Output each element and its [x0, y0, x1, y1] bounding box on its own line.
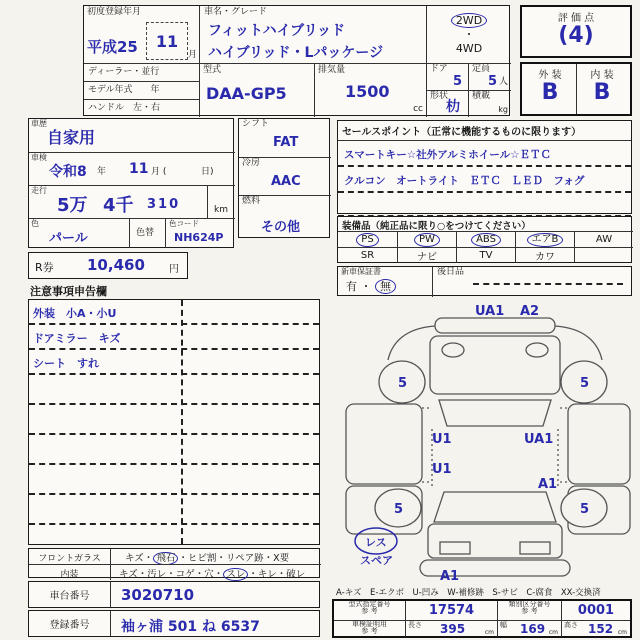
right-door-mark: UA1 [524, 432, 554, 447]
doors-cell [426, 63, 468, 90]
equip-empty [574, 247, 633, 263]
mileage-sen: 4千 [103, 195, 134, 216]
load-cell [468, 90, 511, 117]
wheel-rr-grade: 5 [580, 502, 590, 517]
cert-label: 車検証明用 [352, 620, 387, 628]
chassis-label: 車台番号 [29, 582, 111, 607]
equip-aw-label: AW [595, 234, 613, 245]
car-name-line1: フィットハイブリッド [208, 23, 346, 39]
equip-pw-label: PW [414, 233, 440, 247]
score-box [520, 5, 632, 58]
shape-cell [426, 90, 468, 117]
front-mark-ua1: UA1 [475, 304, 505, 319]
hood-shape [430, 336, 560, 394]
mileage-unit-cell [207, 186, 235, 219]
later-items-cell [433, 267, 633, 297]
history-value: 自家用 [47, 128, 96, 147]
interior-condition-label: 内装 [29, 565, 111, 580]
exterior-label: 外 装 [538, 70, 562, 81]
drive-4wd: 4WD [455, 42, 483, 56]
fuel-cell [239, 195, 331, 239]
car-name-line2: ハイブリッド・Lパッケージ [208, 45, 384, 61]
notes-box [28, 299, 320, 545]
mileage-label: 走行 [31, 186, 47, 195]
handle-row: ハンドル 左・右 [84, 99, 199, 117]
class-no-value: 0001 [577, 603, 615, 618]
mileage-row [29, 185, 235, 218]
warranty-yes: 有 [346, 280, 357, 293]
shift-cell [239, 119, 331, 157]
car-diagram [332, 298, 640, 584]
class-no-ref: 参 考 [521, 607, 538, 616]
color-row [29, 218, 235, 247]
equip-ps-label: PS [356, 233, 378, 247]
displacement-unit: cc [413, 104, 423, 115]
shape-value: 朸 [446, 99, 460, 115]
spec-table [332, 599, 632, 638]
front-bumper-shape [435, 318, 555, 333]
mileage-man: 5万 [57, 195, 88, 216]
inspection-year-unit: 年 [97, 167, 107, 177]
equip-abs [456, 231, 515, 247]
inspection-tail: 月 ( [151, 167, 167, 177]
fuel-value: その他 [261, 220, 301, 235]
height-value: 152 [588, 622, 614, 636]
length-value: 395 [440, 622, 466, 636]
color-change-cell [129, 219, 165, 248]
notes-line-4 [29, 375, 319, 405]
left-door-mark-2: U1 [432, 462, 452, 477]
mileage-unit: km [214, 205, 228, 216]
grades-box [520, 62, 632, 116]
doors-label: ドア [430, 64, 448, 74]
front-glass-row [29, 549, 321, 564]
sales-point-line3 [338, 193, 631, 217]
model-no-label: 型式指定番号 [348, 600, 391, 608]
inspection-era: 令和8 [49, 164, 87, 180]
height-unit: cm [617, 628, 627, 636]
chassis-value: 3020710 [121, 586, 195, 604]
right-rear-mark: A1 [538, 477, 558, 492]
spare-status: レス [365, 536, 387, 549]
ac-cell [239, 157, 331, 195]
front-fender-lines [388, 326, 602, 360]
displacement-value: 1500 [345, 82, 390, 101]
fuel-label: 燃料 [242, 196, 261, 206]
model-code-value: DAA-GP5 [206, 84, 287, 103]
later-items-line [473, 283, 623, 285]
score-value: (4) [558, 23, 594, 48]
r-ticket-label: R券 [35, 261, 54, 274]
wheel-rl-grade: 5 [394, 502, 404, 517]
car-name-cell [199, 6, 426, 63]
inspection-row [29, 152, 235, 185]
chassis-box [28, 581, 320, 608]
width-label: 幅 [500, 621, 507, 629]
rear-mark: A1 [440, 569, 460, 584]
capacity-value: 5 [487, 74, 497, 89]
notes-line-5 [29, 405, 319, 435]
notes-line-3: シート すれ [29, 350, 319, 375]
equip-navi-label: ナビ [417, 252, 437, 263]
header-table [83, 5, 510, 116]
drive-type-cell [426, 6, 511, 63]
first-registration-era: 平成25 [87, 38, 138, 56]
sales-point-line2: クルコン オートライト ＥＴＣ ＬＥＤ フォグ [338, 167, 631, 193]
equip-leather [515, 247, 574, 263]
equip-pw [397, 231, 456, 247]
car-name-label: 車名・グレード [204, 7, 268, 17]
warranty-dot: ・ [360, 280, 372, 293]
equip-tv-label: TV [479, 250, 493, 261]
front-glass-label: フロントガラス [29, 549, 111, 564]
color-value: パール [49, 231, 88, 246]
equip-ps [338, 231, 397, 247]
front-glass-circled: 飛石 [153, 552, 178, 565]
inspection-day-unit: 日) [201, 167, 214, 177]
width-unit: cm [548, 628, 558, 636]
history-label: 車歴 [31, 119, 47, 128]
color-code-cell [165, 219, 235, 248]
dealer-row: ディーラー・並行 [84, 63, 199, 81]
later-items-label: 後日品 [437, 267, 465, 277]
model-no-ref: 参 考 [361, 607, 378, 616]
notes-line-8 [29, 495, 319, 525]
equip-sr [338, 247, 397, 263]
equip-sr-label: SR [360, 250, 375, 261]
equip-airbag [515, 231, 574, 247]
drive-dot: ・ [463, 28, 475, 42]
first-registration-label: 初度登録年月 [87, 7, 142, 17]
model-no-value: 17574 [406, 601, 498, 620]
length-unit: cm [484, 628, 494, 636]
rear-deck-shape [428, 524, 562, 558]
load-unit: kg [498, 105, 508, 115]
inspection-month: 11 [129, 161, 149, 177]
exterior-grade: B [541, 80, 559, 105]
first-registration-month: 11 [155, 31, 179, 51]
ac-value: AAC [271, 174, 301, 189]
interior-circled: スレ [223, 568, 248, 581]
equip-leather-label: カワ [535, 252, 555, 263]
registration-box [28, 610, 320, 637]
displacement-label: 排気量 [318, 65, 346, 75]
front-glass-pre: キズ・ [125, 553, 154, 564]
equip-tv [456, 247, 515, 263]
warranty-no: 無 [375, 279, 396, 294]
notes-vertical-divider [181, 300, 183, 544]
center-info-box [238, 118, 330, 238]
sales-point-title: セールスポイント（正常に機能するものに限ります） [338, 121, 631, 141]
first-registration-month-box [146, 22, 188, 60]
class-no-label: 類別区分番号 [508, 600, 551, 608]
shape-label: 形状 [430, 91, 449, 101]
rear-window-shape [434, 492, 556, 522]
ac-label: 冷房 [242, 158, 261, 168]
capacity-unit: 人 [498, 77, 508, 88]
front-glass-post: ・ヒビ割・リペア跡・X要 [178, 553, 290, 564]
model-year-row: モデル年式 年 [84, 81, 199, 99]
height-label: 高さ [564, 621, 578, 629]
color-code-label: 色コード [169, 219, 199, 228]
notes-line-2: ドアミラー キズ [29, 325, 319, 350]
warranty-cell [338, 267, 433, 297]
cert-ref: 参 考 [361, 627, 378, 636]
left-info-box [28, 118, 234, 248]
sales-point-box [337, 120, 632, 214]
shift-value: FAT [273, 135, 299, 150]
equip-navi [397, 247, 456, 263]
windshield-shape [439, 400, 551, 426]
length-label: 長さ [408, 621, 422, 629]
wheel-fr-grade: 5 [580, 376, 590, 391]
interior-pre: キズ・汚レ・コゲ・穴・ [119, 569, 224, 580]
left-door-mark-1: U1 [432, 432, 452, 447]
capacity-label: 定員 [472, 64, 491, 74]
wheel-shapes [375, 361, 607, 527]
doors-value: 5 [452, 74, 462, 89]
equipment-title: 装備品（純正品に限り○をつけてください） [342, 221, 531, 232]
r-ticket-unit: 円 [169, 264, 179, 275]
model-code-label: 型式 [203, 65, 222, 75]
interior-condition-row [29, 564, 321, 579]
registration-label: 登録番号 [29, 611, 111, 636]
r-ticket-value: 10,460 [87, 256, 145, 274]
warranty-box [337, 266, 632, 296]
color-change-label: 色替 [136, 228, 155, 238]
equip-aw [574, 231, 633, 247]
damage-legend: A-キズ E-エクボ U-凹み W-補修跡 S-サビ C-腐食 XX-交換済 [336, 588, 601, 598]
interior-label: 内 装 [590, 70, 614, 81]
notes-title: 注意事項申告欄 [30, 285, 107, 298]
capacity-cell [468, 63, 511, 90]
color-label: 色 [31, 219, 39, 228]
first-registration-cell [84, 6, 199, 63]
equip-abs-label: ABS [471, 233, 501, 247]
mileage-rest: 310 [147, 197, 181, 212]
r-ticket-box [28, 252, 188, 279]
glass-interior-box [28, 548, 320, 578]
notes-line-7 [29, 465, 319, 495]
shift-label: シフト [242, 119, 270, 129]
history-row [29, 119, 235, 152]
spare-label: スペア [360, 554, 393, 567]
front-mark-a2: A2 [520, 304, 540, 319]
month-unit: 月 [187, 50, 197, 61]
equipment-box [337, 216, 632, 263]
equip-airbag-label: エアB [527, 233, 564, 247]
warranty-label: 新車保証書 [341, 267, 381, 276]
interior-post: ・キレ・破レ [248, 569, 306, 580]
sales-point-line1: スマートキー☆社外アルミホイール☆ＥＴＣ [338, 141, 631, 167]
inspection-label: 車検 [31, 153, 47, 162]
registration-value: 袖ヶ浦 501 ね 6537 [121, 619, 260, 635]
drive-2wd: 2WD [451, 13, 487, 28]
interior-grade: B [593, 80, 611, 105]
notes-line-6 [29, 435, 319, 465]
width-value: 169 [520, 622, 546, 636]
load-label: 積載 [472, 91, 491, 101]
model-code-cell [199, 63, 314, 117]
score-label: 評 価 点 [557, 13, 595, 24]
wheel-fl-grade: 5 [398, 376, 408, 391]
notes-line-1: 外装 小A・小U [29, 300, 319, 325]
color-code-value: NH624P [174, 231, 224, 244]
displacement-cell [314, 63, 426, 117]
